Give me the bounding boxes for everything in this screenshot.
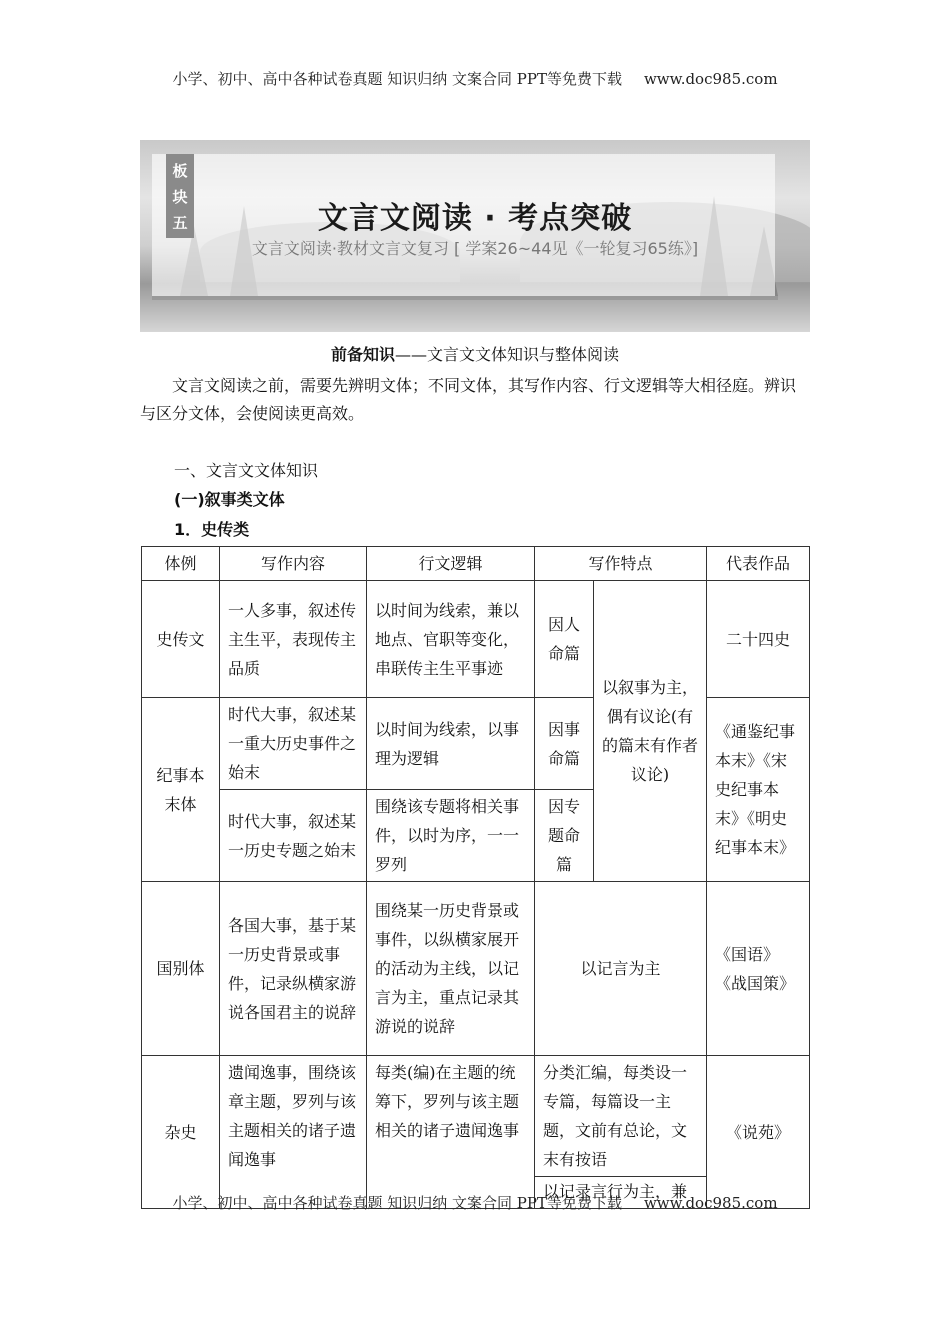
cell-feature: 以记言为主 xyxy=(535,882,707,1056)
header-text: 小学、初中、高中各种试卷真题 知识归纳 文案合同 PPT等免费下载 xyxy=(172,70,622,88)
table-row xyxy=(142,882,810,1056)
cell-logic: 以时间为线索，兼以地点、官职等变化，串联传主生平事迹 xyxy=(367,581,535,698)
section-tag: 板块五 xyxy=(166,154,194,238)
cell-works: 二十四史 xyxy=(707,581,810,698)
banner-title: 文言文阅读 · 考点突破 xyxy=(317,201,633,236)
cell-type: 杂史 xyxy=(142,1056,220,1209)
table-row xyxy=(142,581,810,698)
section-title-bold: 前备知识 xyxy=(330,345,395,364)
page-header xyxy=(0,68,950,89)
header-cell: 写作特点 xyxy=(535,547,707,581)
cell-type: 国别体 xyxy=(142,882,220,1056)
cell-feature: 因事命篇 xyxy=(535,698,594,790)
section-title-rest: ——文言文文体知识与整体阅读 xyxy=(395,345,620,364)
cell-type: 史传文 xyxy=(142,581,220,698)
section-title xyxy=(0,342,950,365)
cell-content: 各国大事，基于某一历史背景或事件，记录纵横家游说各国君主的说辞 xyxy=(220,882,367,1056)
cell-content: 时代大事，叙述某一重大历史事件之始末 xyxy=(220,698,367,790)
cell-feature: 因人命篇 xyxy=(535,581,594,698)
header-cell: 行文逻辑 xyxy=(367,547,535,581)
genre-table xyxy=(141,546,810,1209)
banner-subtitle: 文言文阅读·教材文言文复习 [ 学案26~44见《一轮复习65练》] xyxy=(251,239,699,258)
table-header-row xyxy=(142,547,810,581)
heading-1: 一、文言文文体知识 xyxy=(174,461,319,480)
header-cell: 体例 xyxy=(142,547,220,581)
page-footer xyxy=(0,1192,950,1213)
cell-feature: 分类汇编，每类设一专篇，每篇设一主题，文前有总论，文末有按语 xyxy=(535,1056,707,1177)
cell-feature: 以记录言行为主，兼 xyxy=(535,1177,707,1209)
table-row xyxy=(142,1056,810,1177)
cell-content: 遗闻逸事，围绕该章主题，罗列与该主题相关的诸子遗闻逸事 xyxy=(220,1056,367,1209)
footer-text: 小学、初中、高中各种试卷真题 知识归纳 文案合同 PPT等免费下载 xyxy=(172,1194,622,1212)
cell-works: 《通鉴纪事本末》《宋史纪事本末》《明史纪事本末》 xyxy=(707,698,810,882)
header-site: www.doc985.com xyxy=(643,70,778,88)
intro-paragraph: 文言文阅读之前，需要先辨明文体；不同文体，其写作内容、行文逻辑等大相径庭。辨识与区分文体，会使阅读更高效。 xyxy=(140,376,797,423)
heading-2: (一)叙事类文体 xyxy=(174,490,285,509)
cell-content: 一人多事，叙述传主生平，表现传主品质 xyxy=(220,581,367,698)
table-row xyxy=(142,698,810,790)
cell-works: 《国语》《战国策》 xyxy=(707,882,810,1056)
cell-feature: 因专题命篇 xyxy=(535,790,594,882)
heading-3: 1．史传类 xyxy=(174,520,250,539)
header-cell: 代表作品 xyxy=(707,547,810,581)
cell-type: 纪事本末体 xyxy=(142,698,220,882)
cell-logic: 以时间为线索，以事理为逻辑 xyxy=(367,698,535,790)
cell-logic: 每类(编)在主题的统筹下，罗列与该主题相关的诸子遗闻逸事 xyxy=(367,1056,535,1209)
footer-site: www.doc985.com xyxy=(643,1194,778,1212)
cell-works: 《说苑》 xyxy=(707,1056,810,1209)
header-cell: 写作内容 xyxy=(220,547,367,581)
cell-feature-shared: 以叙事为主，偶有议论(有的篇末有作者议论) xyxy=(594,581,707,882)
cell-logic: 围绕该专题将相关事件，以时为序，一一罗列 xyxy=(367,790,535,882)
cell-content: 时代大事，叙述某一历史专题之始末 xyxy=(220,790,367,882)
cell-logic: 围绕某一历史背景或事件，以纵横家展开的活动为主线，以记言为主，重点记录其游说的说辞 xyxy=(367,882,535,1056)
